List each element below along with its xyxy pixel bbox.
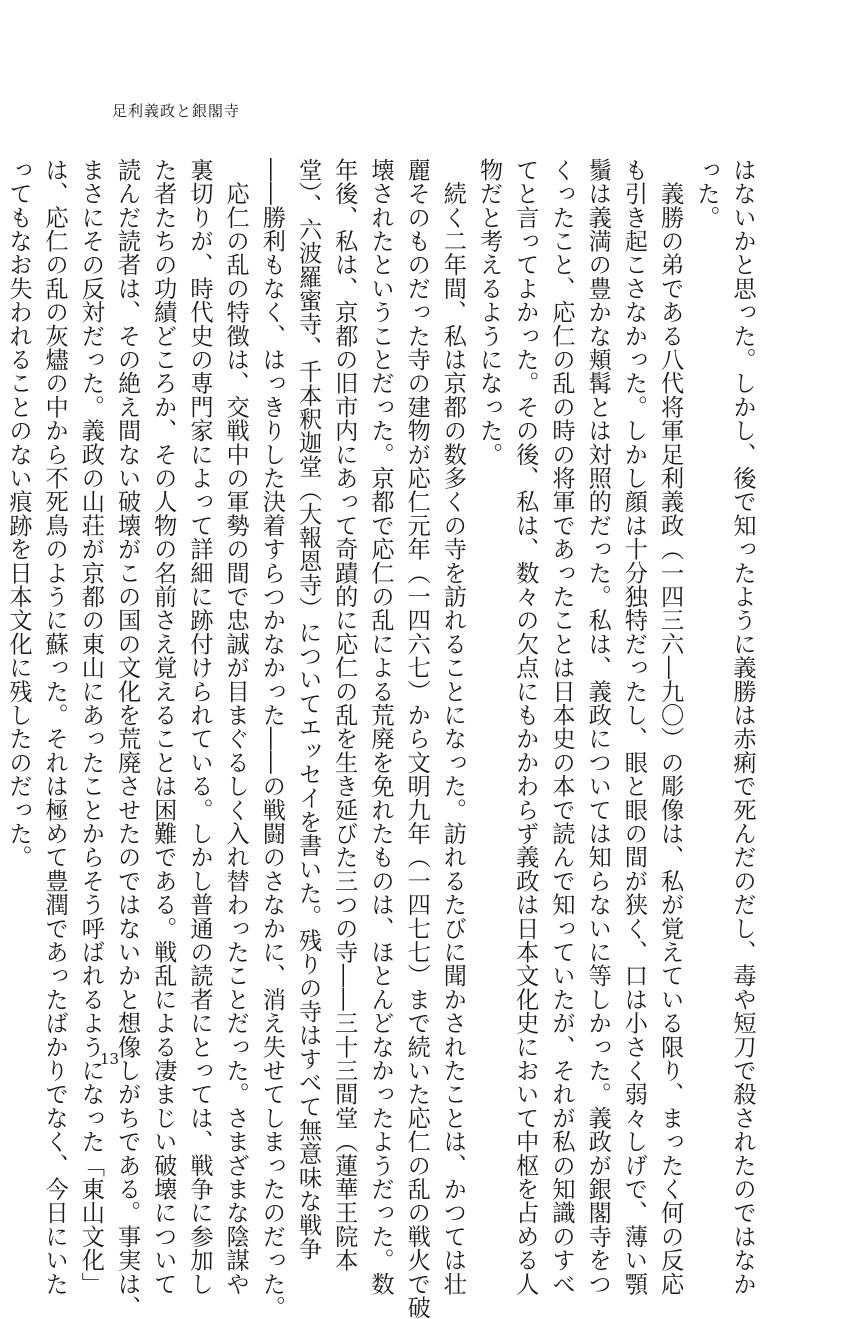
text-column: てと言ってよかった。その後、私は、数々の欠点にもかかわらず義政は日本文化史において中枢を占める人 xyxy=(511,158,539,1296)
text-column: くったこと、応仁の乱の時の将軍であったことは日本史の本で読んで知っていたが、それが私の知識のすべ xyxy=(547,158,575,1296)
text-column: 堂）、六波羅蜜寺、千本釈迦堂（大報恩寺）についてエッセイを書いた。残りの寺はすべて無意味な戦争 xyxy=(294,158,322,1261)
text-column: は、応仁の乱の灰燼の中から不死鳥のように蘇った。それは極めて豊潤であったばかりでなく、今日にいた xyxy=(41,158,69,1296)
text-column: ――勝利もなく、はっきりした決着すらつかなかった――の戦闘のさなかに、消え失せてしまったのだった。 xyxy=(258,158,286,1319)
text-column: まさにその反対だった。義政の山荘が京都の東山にあったことからそう呼ばれるようになった「東山文化」 xyxy=(77,158,105,1296)
text-column: 年後、私は、京都の旧市内にあって奇蹟的に応仁の乱を生き延びた三つの寺――三十三間堂（蓮華王院本 xyxy=(330,158,358,1272)
text-column: はないかと思った。しかし、後で知ったように義勝は赤痢で死んだのだし、毒や短刀で殺されたのではなか xyxy=(729,158,756,1296)
text-column: 読んだ読者は、その絶え間ない破壊がこの国の文化を荒廃させたのではないかと想像しがちである。事実は、 xyxy=(113,158,141,1319)
text-column: 壊されたということだった。京都で応仁の乱による荒廃を免れたものは、ほとんどなかったようだった。数 xyxy=(366,158,394,1296)
text-column: た者たちの功績どころか、その人物の名前さえ覚えることは困難である。戦乱による凄まじい破壊について xyxy=(149,158,177,1296)
text-column: ってもなお失われることのない痕跡を日本文化に残したのだった。 xyxy=(4,158,32,869)
text-column: 義勝の弟である八代将軍足利義政（一四三六―九〇）の彫像は、私が覚えている限り、まったく何の反応 xyxy=(656,158,684,1296)
text-column: 物だと考えるようになった。 xyxy=(475,158,503,467)
text-column: 応仁の乱の特徴は、交戦中の軍勢の間で忠誠が目まぐるしく入れ替わったことだった。さまざまな陰謀や xyxy=(222,158,250,1296)
running-header-title: 足利義政と銀閣寺 xyxy=(112,102,241,120)
text-column: 麗そのものだった寺の建物が応仁元年（一四六七）から文明九年（一四七七）まで続いた応仁の乱の戦火で破 xyxy=(403,158,431,1319)
text-column: も引き起こさなかった。しかし顔は十分独特だったし、眼と眼の間が狭く、口は小さく弱々しげで、薄い顎 xyxy=(620,158,648,1296)
text-column: 続く二年間、私は京都の数多くの寺を訪れることになった。訪れるたびに聞かされたことは、かつては壮 xyxy=(439,158,467,1296)
text-column: った。 xyxy=(692,158,720,230)
text-column: 裏切りが、時代史の専門家によって詳細に跡付けられている。しかし普通の読者にとっては、戦争に参加し xyxy=(185,158,213,1296)
page-number: 13 xyxy=(100,1050,120,1068)
text-column: 鬚は義満の豊かな頬髯とは対照的だった。私は、義政については知らないに等しかった。義政が銀閣寺をつ xyxy=(584,158,612,1296)
